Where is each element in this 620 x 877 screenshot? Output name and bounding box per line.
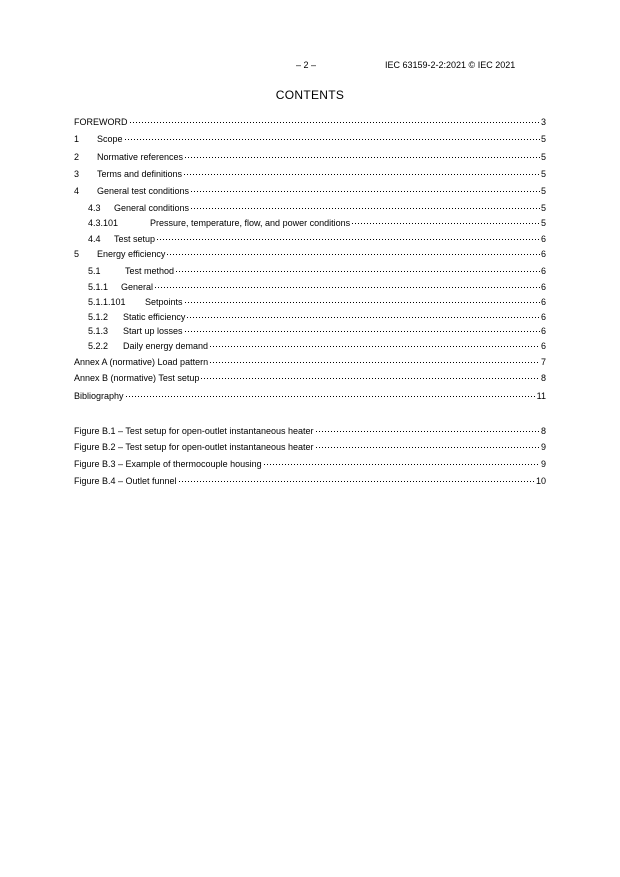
toc-entry[interactable] [74, 387, 546, 399]
dot-leader [209, 337, 540, 349]
dot-leader [183, 165, 540, 177]
entry-label: Start up losses [123, 326, 183, 336]
dot-leader [178, 472, 535, 484]
entry-page-number: 5 [540, 134, 546, 144]
toc-entry[interactable] [74, 148, 546, 160]
dot-leader [184, 293, 540, 305]
dot-leader [315, 438, 540, 450]
toc-entry[interactable] [74, 353, 546, 365]
figure-entry[interactable] [74, 422, 546, 434]
toc-entry[interactable] [74, 165, 546, 177]
entry-page-number: 8 [540, 373, 546, 383]
entry-number: 5.1.2 [88, 312, 109, 322]
entry-page-number: 7 [540, 357, 546, 367]
dot-leader [186, 308, 540, 320]
entry-number: 4.3 [88, 203, 101, 213]
entry-page-number: 6 [540, 312, 546, 322]
dot-leader [175, 262, 540, 274]
toc-entry[interactable] [74, 230, 546, 242]
entry-label: Test method [125, 266, 175, 276]
entry-page-number: 5 [540, 218, 546, 228]
entry-label: General [121, 282, 154, 292]
dot-leader [124, 130, 540, 142]
dot-leader [209, 353, 540, 365]
toc-entry[interactable] [74, 113, 546, 125]
entry-page-number: 5 [540, 152, 546, 162]
entry-label: Pressure, temperature, flow, and power conditions [150, 218, 351, 228]
toc-entry[interactable] [74, 182, 546, 194]
entry-label: General conditions [114, 203, 190, 213]
entry-number: 5.2.2 [88, 341, 109, 351]
entry-page-number: 11 [536, 391, 546, 401]
entry-number: 3 [74, 169, 80, 179]
entry-label: Daily energy demand [123, 341, 209, 351]
dot-leader [190, 199, 540, 211]
entry-page-number: 3 [540, 117, 546, 127]
entry-label: Figure B.4 – Outlet funnel [74, 476, 177, 486]
dot-leader [154, 278, 540, 290]
toc-entry[interactable] [74, 130, 546, 142]
entry-label: Figure B.1 – Test setup for open-outlet instantaneous heater [74, 426, 314, 436]
figure-entry[interactable] [74, 455, 546, 467]
entry-page-number: 5 [540, 169, 546, 179]
toc-entry[interactable] [74, 369, 546, 381]
dot-leader [125, 387, 536, 399]
entry-page-number: 6 [540, 282, 546, 292]
toc-entry[interactable] [74, 293, 546, 305]
entry-number: 2 [74, 152, 80, 162]
entry-label: Figure B.3 – Example of thermocouple housing [74, 459, 262, 469]
entry-page-number: 6 [540, 297, 546, 307]
entry-number: 5.1.3 [88, 326, 109, 336]
entry-page-number: 9 [540, 459, 546, 469]
toc-entry[interactable] [74, 278, 546, 290]
entry-number: 5.1.1 [88, 282, 109, 292]
toc-entry[interactable] [74, 214, 546, 226]
toc-entry[interactable] [74, 337, 546, 349]
entry-label: Energy efficiency [97, 249, 166, 259]
toc-entry[interactable] [74, 322, 546, 334]
standard-reference: IEC 63159-2-2:2021 © IEC 2021 [385, 60, 516, 70]
figure-entry[interactable] [74, 438, 546, 450]
entry-label: Normative references [97, 152, 184, 162]
entry-label: General test conditions [97, 186, 190, 196]
dot-leader [351, 214, 540, 226]
entry-label: Scope [97, 134, 123, 144]
dot-leader [315, 422, 540, 434]
dot-leader [263, 455, 540, 467]
contents-title: CONTENTS [275, 88, 345, 102]
dot-leader [129, 113, 540, 125]
entry-label: Annex A (normative) Load pattern [74, 357, 209, 367]
figure-entry[interactable] [74, 472, 546, 484]
entry-page-number: 6 [540, 266, 546, 276]
entry-page-number: 5 [540, 186, 546, 196]
entry-page-number: 5 [540, 203, 546, 213]
entry-page-number: 9 [540, 442, 546, 452]
toc-entry[interactable] [74, 199, 546, 211]
dot-leader [200, 369, 540, 381]
dot-leader [166, 245, 540, 257]
toc-entry[interactable] [74, 308, 546, 320]
entry-number: 4.3.101 [88, 218, 119, 228]
entry-label: Figure B.2 – Test setup for open-outlet instantaneous heater [74, 442, 314, 452]
entry-label: FOREWORD [74, 117, 128, 127]
toc-entry[interactable] [74, 262, 546, 274]
entry-page-number: 6 [540, 326, 546, 336]
dot-leader [156, 230, 540, 242]
entry-number: 1 [74, 134, 80, 144]
entry-number: 4.4 [88, 234, 101, 244]
entry-number: 5.1.1.101 [88, 297, 126, 307]
entry-label: Setpoints [145, 297, 183, 307]
entry-number: 4 [74, 186, 80, 196]
dot-leader [184, 322, 540, 334]
entry-number: 5.1 [88, 266, 101, 276]
entry-page-number: 6 [540, 234, 546, 244]
entry-page-number: 10 [535, 476, 546, 486]
entry-number: 5 [74, 249, 80, 259]
entry-page-number: 6 [540, 341, 546, 351]
entry-label: Static efficiency [123, 312, 186, 322]
toc-entry[interactable] [74, 245, 546, 257]
entry-page-number: 6 [540, 249, 546, 259]
dot-leader [190, 182, 540, 194]
entry-page-number: 8 [540, 426, 546, 436]
entry-label: Bibliography [74, 391, 124, 401]
dot-leader [184, 148, 540, 160]
entry-label: Terms and definitions [97, 169, 183, 179]
entry-label: Test setup [114, 234, 156, 244]
page-number: – 2 – [296, 60, 317, 70]
entry-label: Annex B (normative) Test setup [74, 373, 200, 383]
